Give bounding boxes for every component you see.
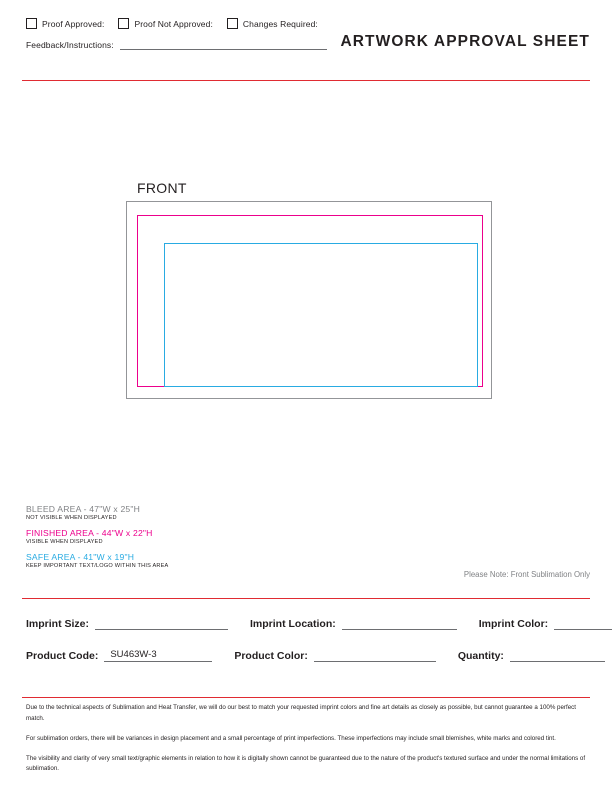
quantity-input[interactable] bbox=[510, 649, 605, 662]
product-color-field bbox=[234, 649, 436, 662]
product-code-value: SU463W-3 bbox=[110, 649, 157, 660]
product-color-input[interactable] bbox=[314, 649, 436, 662]
imprint-color-field bbox=[479, 617, 612, 630]
imprint-color-label: Imprint Color: bbox=[478, 618, 549, 630]
imprint-location-label: Imprint Location: bbox=[250, 618, 336, 630]
product-code-input[interactable] bbox=[104, 649, 212, 662]
disclaimer-paragraph-1: Due to the technical aspects of Sublimation and Heat Transfer, we will do our best to match your requested imprint colors and fine art details as closely as possible, but cannot guarantee a 100% perfect match. bbox=[26, 704, 576, 722]
fields-row-2 bbox=[26, 649, 590, 662]
quantity-field bbox=[458, 649, 605, 662]
header-divider bbox=[22, 80, 590, 81]
proof-not-approved-group[interactable] bbox=[118, 18, 212, 29]
proof-not-approved-checkbox[interactable] bbox=[118, 18, 129, 29]
proof-approved-checkbox[interactable] bbox=[26, 18, 37, 29]
disclaimer-paragraph-3: The visibility and clarity of very small text/graphic elements in relation to how it is digitally shown cannot be guaranteed due to the nature of the product's textured surface and under the normal limitations of sublimation. bbox=[26, 754, 586, 773]
fields-row-1 bbox=[26, 617, 590, 630]
header bbox=[0, 0, 612, 86]
disclaimer-paragraph-2: For sublimation orders, there will be variances in design placement and a small percentage of print imperfections. These imperfections may include small blemishes, white marks and colored tint. bbox=[26, 734, 556, 742]
changes-required-label: Changes Required: bbox=[242, 18, 318, 29]
bleed-area-box bbox=[126, 201, 492, 399]
please-note-text: Please Note: Front Sublimation Only bbox=[463, 570, 590, 579]
page-title: ARTWORK APPROVAL SHEET bbox=[340, 33, 590, 50]
proof-approved-label: Proof Approved: bbox=[42, 18, 105, 29]
imprint-size-field bbox=[26, 617, 228, 630]
legend-finished-note: VISIBLE WHEN DISPLAYED bbox=[26, 539, 103, 545]
imprint-size-input[interactable] bbox=[95, 617, 228, 630]
imprint-color-input[interactable] bbox=[554, 617, 612, 630]
imprint-location-input[interactable] bbox=[342, 617, 457, 630]
proof-approved-group[interactable] bbox=[26, 18, 104, 29]
feedback-row bbox=[26, 39, 327, 50]
product-code-label: Product Code: bbox=[26, 650, 99, 662]
legend-bleed-title: BLEED AREA - 47"W x 25"H bbox=[26, 504, 141, 514]
product-code-field bbox=[26, 649, 212, 662]
area-legend bbox=[26, 504, 446, 576]
changes-required-checkbox[interactable] bbox=[227, 18, 238, 29]
product-color-label: Product Color: bbox=[234, 650, 308, 662]
feedback-input[interactable] bbox=[120, 39, 327, 50]
feedback-label: Feedback/Instructions: bbox=[26, 40, 114, 50]
imprint-location-field bbox=[250, 617, 457, 630]
finished-area-box bbox=[137, 215, 483, 387]
approval-checkbox-row bbox=[26, 18, 332, 29]
disclaimer-divider bbox=[22, 697, 590, 698]
disclaimer-text bbox=[26, 703, 586, 784]
imprint-size-label: Imprint Size: bbox=[26, 618, 90, 630]
safe-area-box bbox=[164, 243, 478, 387]
legend-safe-title: SAFE AREA - 41"W x 19"H bbox=[26, 552, 135, 562]
legend-finished-title: FINISHED AREA - 44"W x 22"H bbox=[26, 528, 153, 538]
artwork-view-label: FRONT bbox=[137, 180, 187, 196]
changes-required-group[interactable] bbox=[227, 18, 318, 29]
quantity-label: Quantity: bbox=[457, 650, 504, 662]
legend-bleed-note: NOT VISIBLE WHEN DISPLAYED bbox=[26, 515, 117, 521]
fields-top-divider bbox=[22, 598, 590, 599]
proof-not-approved-label: Proof Not Approved: bbox=[134, 18, 213, 29]
legend-safe-note: KEEP IMPORTANT TEXT/LOGO WITHIN THIS AREA bbox=[26, 563, 169, 569]
